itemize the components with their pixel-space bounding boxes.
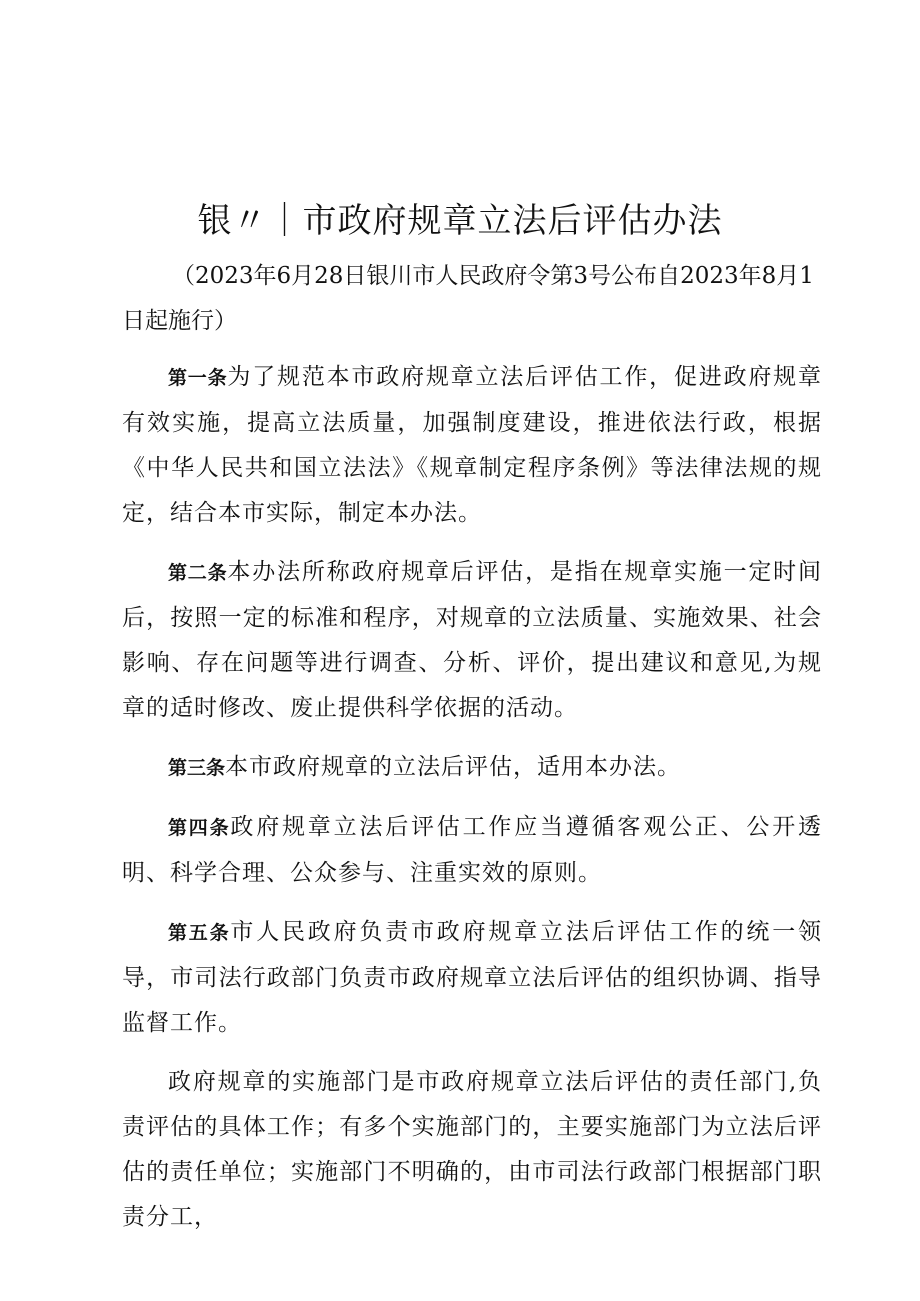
document-title: 银〃｜市政府规章立法后评估办法 <box>197 201 723 241</box>
article-paragraph <box>122 550 822 731</box>
article-text: 政府规章立法后评估工作应当遵循客观公正、公开透明、科学合理、公众参与、注重实效的原则。 <box>122 814 822 886</box>
article-text: 本办法所称政府规章后评估，是指在规章实施一定时间后，按照一定的标准和程序，对规章的立法质量、实施效果、社会影响、存在问题等进行调查、分析、评价，提出建议和意见,为规章的适时修改、废止提供科学依据的活动。 <box>122 559 822 721</box>
article-paragraph <box>122 355 822 536</box>
article-number: 第二条 <box>168 562 228 584</box>
body-paragraph <box>122 1060 822 1240</box>
article-text: 市人民政府负责市政府规章立法后评估工作的统一领导，市司法行政部门负责市政府规章立法后评估的组织协调、指导监督工作。 <box>122 919 822 1036</box>
article-number: 第三条 <box>168 757 226 779</box>
article-number: 第四条 <box>168 817 231 839</box>
article-paragraph <box>122 910 822 1046</box>
article-text: 为了规范本市政府规章立法后评估工作，促进政府规章有效实施，提高立法质量，加强制度建设，推进依法行政，根据《中华人民共和国立法法》《规章制定程序条例》等法律法规的规定，结合本市实际，制定本办法。 <box>122 364 822 526</box>
article-number: 第五条 <box>168 922 231 944</box>
article-number: 第一条 <box>168 367 228 389</box>
document-body <box>122 355 822 1254</box>
document-subtitle: （2023年6月28日银川市人民政府令第3号公布自2023年8月1日起施行） <box>122 263 814 334</box>
paragraph-text: 政府规章的实施部门是市政府规章立法后评估的责任部门,负责评估的具体工作；有多个实施部门的，主要实施部门为立法后评估的责任单位；实施部门不明确的，由市司法行政部门根据部门职责分工， <box>122 1069 822 1230</box>
article-paragraph <box>122 805 822 896</box>
article-paragraph <box>122 745 822 791</box>
article-text: 本市政府规章的立法后评估，适用本办法。 <box>225 754 682 780</box>
